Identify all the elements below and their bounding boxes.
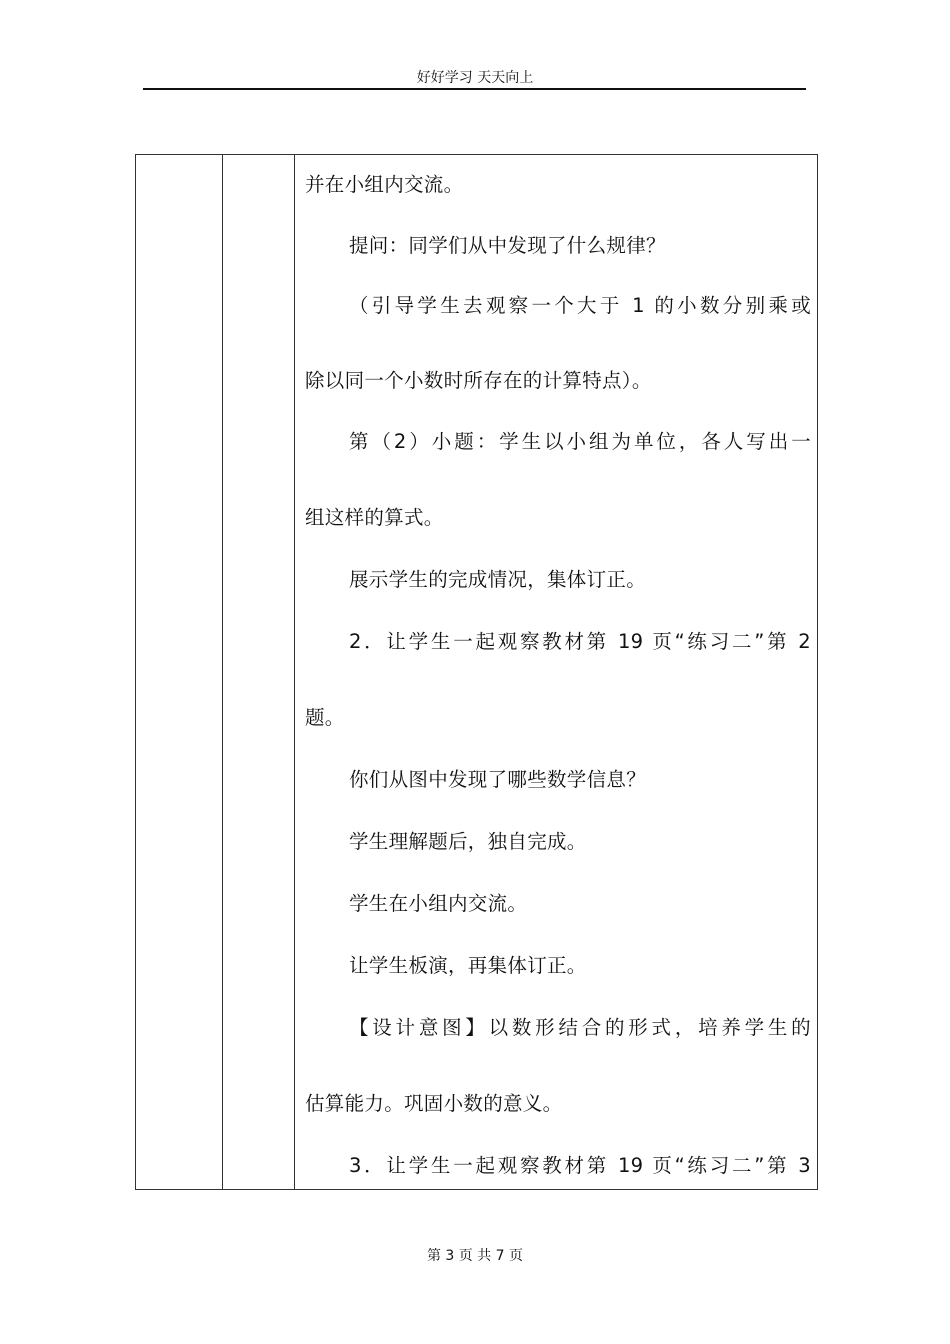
text-line: 你们从图中发现了哪些数学信息？ [349,768,647,791]
page-header-title: 好好学习 天天向上 [416,70,534,86]
text-line: 题。 [305,706,345,729]
text-line: 除以同一个小数时所存在的计算特点）。 [305,369,652,392]
text-line: 提问：同学们从中发现了什么规律？ [349,234,666,257]
text-line: 估算能力。巩固小数的意义。 [305,1092,563,1115]
lesson-content-cell [305,154,811,1190]
text-line: 3．让学生一起观察教材第 19 页“练习二”第 3 [349,1154,811,1177]
table-column-divider-2 [294,154,295,1190]
text-line: 学生理解题后，独自完成。 [349,830,587,853]
table-column-divider-1 [222,154,223,1190]
text-line: 展示学生的完成情况，集体订正。 [349,568,647,591]
page-number: 第 3 页 共 7 页 [426,1248,524,1264]
text-line: 组这样的算式。 [305,506,444,529]
text-line: 【设计意图】以数形结合的形式，培养学生的 [349,1016,811,1039]
text-line: （引导学生去观察一个大于 1 的小数分别乘或 [349,294,811,317]
text-line: 并在小组内交流。 [305,173,464,196]
text-line: 2．让学生一起观察教材第 19 页“练习二”第 2 [349,630,811,653]
text-line: 第（2）小题：学生以小组为单位，各人写出一 [349,430,811,453]
header-divider [143,88,806,90]
text-line: 学生在小组内交流。 [349,892,528,915]
text-line: 让学生板演，再集体订正。 [349,954,587,977]
